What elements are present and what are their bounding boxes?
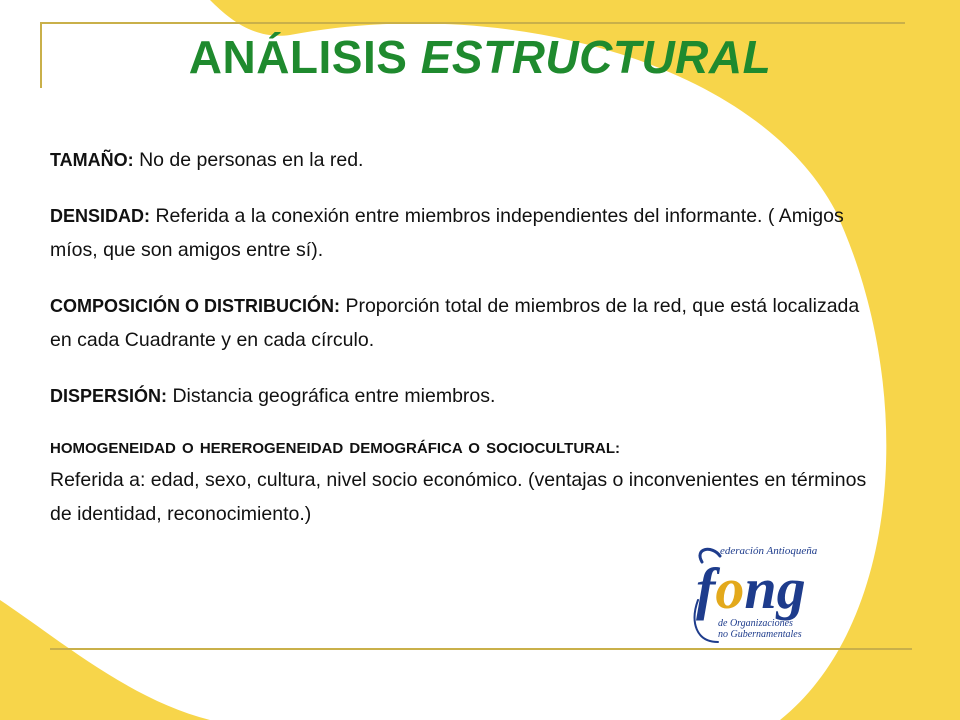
item-text: No de personas en la red.	[139, 149, 364, 171]
logo-letter-o: o	[715, 556, 745, 621]
item-text: Proporción total de miembros de la red, que está localizada en cada Cuadrante y en cada círculo.	[50, 295, 860, 351]
item-label: HOMOGENEIDAD O HEREROGENEIDAD DEMOGRÁFICA O SOCIOCULTURAL:	[50, 440, 621, 457]
item-text: Referida a la conexión entre miembros independientes del informante. ( Amigos míos, que son amigos entre sí).	[50, 205, 844, 261]
item-label: DISPERSIÓN:	[50, 386, 168, 406]
item-label: TAMAÑO:	[50, 150, 134, 170]
fong-logo	[672, 540, 832, 646]
frame-line-bottom	[50, 648, 912, 650]
item-label: DENSIDAD:	[50, 206, 151, 226]
item-text: Referida a: edad, sexo, cultura, nivel socio económico. (ventajas o inconvenientes en términos de identidad, reconocimiento.)	[50, 469, 867, 525]
item-label: COMPOSICIÓN O DISTRIBUCIÓN:	[50, 296, 341, 316]
logo-main-text	[696, 556, 806, 621]
slide-title	[0, 30, 960, 84]
slide-content	[50, 143, 880, 531]
item-dispersion	[50, 379, 880, 413]
item-homogeneidad	[50, 435, 880, 531]
item-composicion	[50, 289, 880, 357]
logo-top-text: ederación Antioqueña	[720, 545, 818, 557]
frame-line-top	[40, 22, 905, 24]
title-word-2: ESTRUCTURAL	[420, 31, 772, 83]
logo-letter-f: f	[696, 556, 716, 621]
logo-letters-ng: ng	[744, 556, 806, 621]
item-text: Distancia geográfica entre miembros.	[172, 385, 496, 407]
logo-sub-text-1: de Organizaciones	[718, 618, 793, 629]
item-tamano	[50, 143, 880, 177]
item-densidad	[50, 199, 880, 267]
title-word-1: ANÁLISIS	[188, 31, 408, 83]
logo-sub-text-2: no Gubernamentales	[718, 629, 802, 640]
